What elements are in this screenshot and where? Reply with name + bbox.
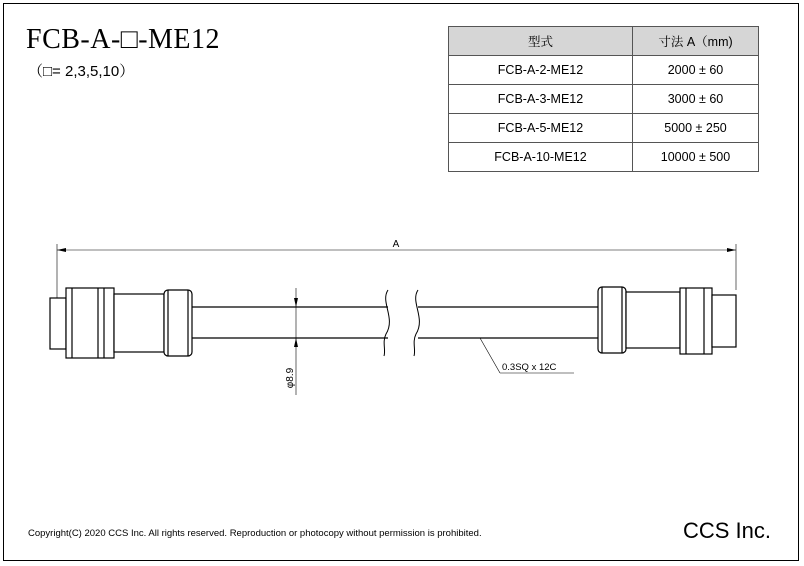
model-cell: FCB-A-5-ME12: [449, 114, 633, 143]
cable-spec-label: 0.3SQ x 12C: [502, 362, 557, 373]
header-model: 型式: [449, 27, 633, 56]
copyright-notice: Copyright(C) 2020 CCS Inc. All rights reserved. Reproduction or photocopy without permission is prohibited.: [28, 528, 482, 539]
variant-note: （□= 2,3,5,10）: [28, 63, 135, 80]
diameter-label: φ8.9: [285, 367, 296, 389]
dimension-cell: 3000 ± 60: [633, 85, 759, 114]
company-name: CCS Inc.: [683, 518, 772, 543]
model-cell: FCB-A-3-ME12: [449, 85, 633, 114]
product-title: FCB-A-□-ME12: [26, 24, 221, 55]
left-connector: [50, 288, 192, 358]
dimension-cell: 5000 ± 250: [633, 114, 759, 143]
cable-break: [384, 290, 419, 356]
model-cell: FCB-A-10-ME12: [449, 143, 633, 172]
dimension-cell: 2000 ± 60: [633, 56, 759, 85]
cable-body: [192, 307, 598, 338]
model-cell: FCB-A-2-ME12: [449, 56, 633, 85]
dimension-cell: 10000 ± 500: [633, 143, 759, 172]
right-connector: [598, 287, 736, 354]
header-dimension: 寸法 A（mm): [633, 27, 759, 56]
dimension-a-label: A: [392, 239, 400, 250]
